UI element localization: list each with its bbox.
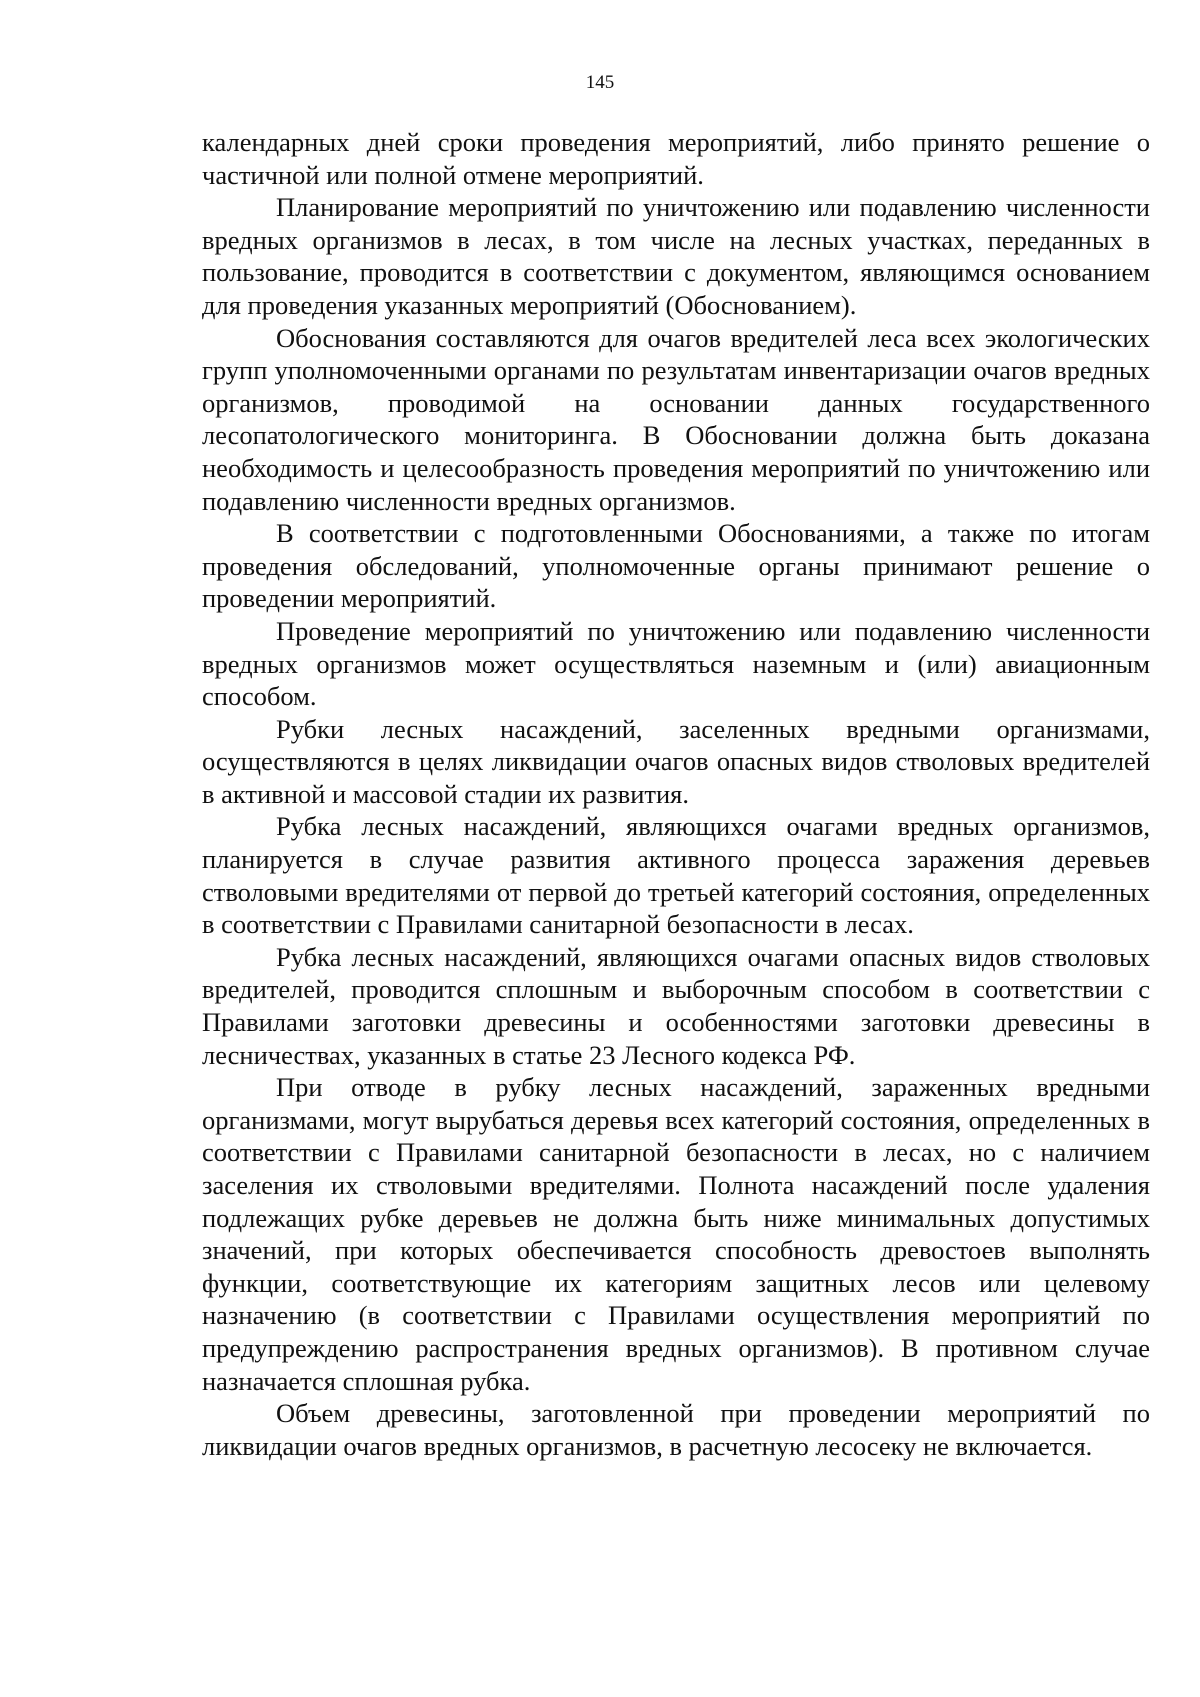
paragraph-decision: В соответствии с подготовленными Обоснованиями, а также по итогам проведения обследований, уполномоченные органы принимают решение о проведении мероприятий.: [202, 518, 1150, 614]
page-number: 145: [585, 72, 615, 93]
paragraph-cutting-methods: Рубка лесных насаждений, являющихся очагами опасных видов стволовых вредителей, проводится сплошным и выборочным способом в соответствии с Правилами заготовки древесины и особенностями заготовки древесины в лесничествах, указанных в статье 23 Лесного кодекса РФ.: [202, 941, 1150, 1070]
paragraph-cuttings: Рубки лесных насаждений, заселенных вредными организмами, осуществляются в целях ликвидации очагов опасных видов стволовых вредителей в активной и массовой стадии их развития.: [202, 713, 1150, 809]
paragraph-continuation: календарных дней сроки проведения мероприятий, либо принято решение о частичной или полной отмене мероприятий.: [202, 127, 1150, 190]
paragraph-cutting-planning: Рубка лесных насаждений, являющихся очагами вредных организмов, планируется в случае развития активного процесса заражения деревьев стволовыми вредителями от первой до третьей категорий состояния, определенных в соответствии с Правилами санитарной безопасности в лесах.: [202, 811, 1150, 940]
paragraph-allotment: При отводе в рубку лесных насаждений, зараженных вредными организмами, могут вырубаться деревья всех категорий состояния, определенных в соответствии с Правилами санитарной безопасности в лесах, но с наличием заселения их стволовыми вредителями. Полнота насаждений после удаления подлежащих рубке деревьев не должна быть ниже минимальных допустимых значений, при которых обеспечивается способность древостоев выполнять функции, соответствующие их категориям защитных лесов или целевому назначению (в соответствии с Правилами осуществления мероприятий по предупреждению распространения вредных организмов). В противном случае назначается сплошная рубка.: [202, 1072, 1150, 1396]
paragraph-justifications: Обоснования составляются для очагов вредителей леса всех экологических групп уполномоченными органами по результатам инвентаризации очагов вредных организмов, проводимой на основании данных государственного лесопатологического мониторинга. В Обосновании должна быть доказана необходимость и целесообразность проведения мероприятий по уничтожению или подавлению численности вредных организмов.: [202, 322, 1150, 516]
paragraph-methods: Проведение мероприятий по уничтожению или подавлению численности вредных организмов может осуществляться наземным и (или) авиационным способом.: [202, 615, 1150, 712]
paragraph-planning: Планирование мероприятий по уничтожению или подавлению численности вредных организмов в лесах, в том числе на лесных участках, переданных в пользование, проводится в соответствии с документом, являющимся основанием для проведения указанных мероприятий (Обоснованием).: [202, 192, 1150, 320]
document-body: [202, 126, 1150, 1462]
paragraph-timber-volume: Объем древесины, заготовленной при проведении мероприятий по ликвидации очагов вредных организмов, в расчетную лесосеку не включается.: [202, 1398, 1150, 1461]
